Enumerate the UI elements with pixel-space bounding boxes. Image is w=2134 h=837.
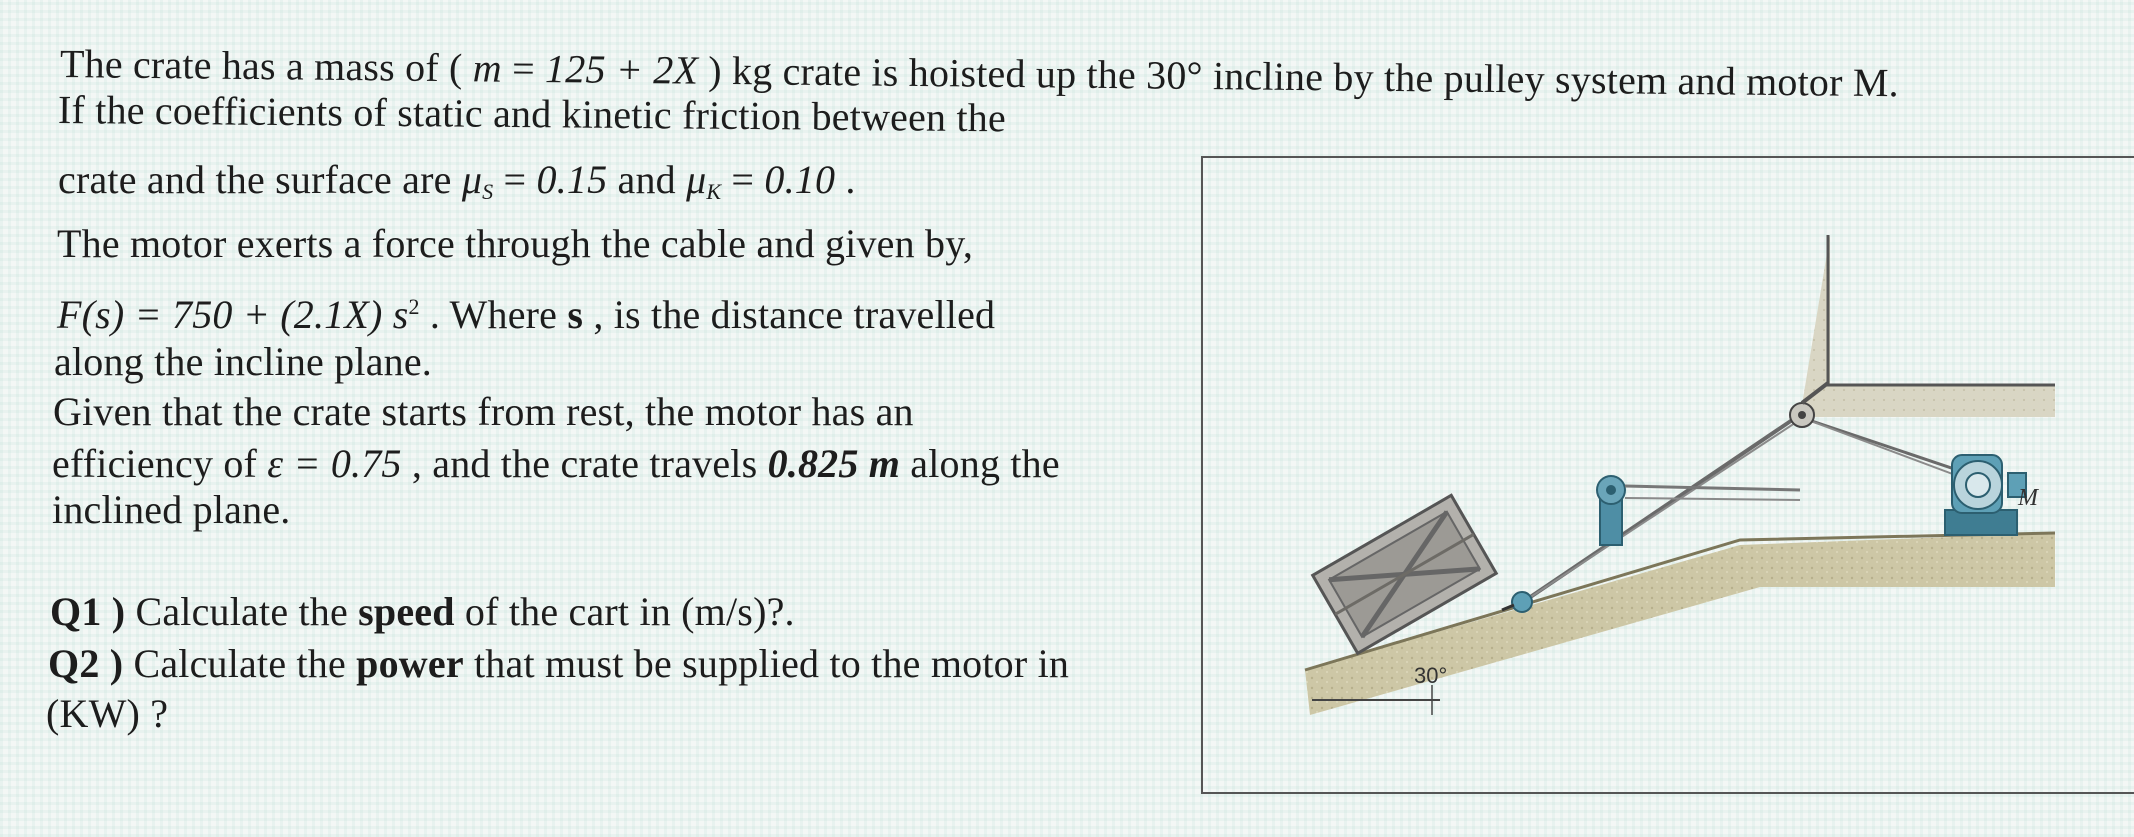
cable-horizontal xyxy=(1625,486,1800,490)
problem-line-3 xyxy=(58,158,856,214)
question-label: Q1 ) xyxy=(50,589,136,634)
text: , is the distance travelled xyxy=(583,292,996,337)
question-1 xyxy=(50,590,795,634)
text: . xyxy=(835,157,856,202)
problem-line-7 xyxy=(53,390,914,434)
mu-s-value: 0.15 xyxy=(536,157,608,202)
exponent: 2 xyxy=(408,294,420,319)
text: ) kg crate is hoisted up the 30° incline by the pulley system and motor M. xyxy=(697,47,1900,106)
text: The crate has a mass of ( xyxy=(59,41,474,91)
mu-s-symbol: μ xyxy=(461,157,483,202)
question-label: Q2 ) xyxy=(48,641,134,686)
text: inclined plane. xyxy=(52,487,291,532)
ground-pulley-hub xyxy=(1606,485,1616,495)
question-2-cont xyxy=(46,692,168,736)
problem-line-4 xyxy=(57,222,973,266)
wall-pulley-hub xyxy=(1798,411,1806,419)
problem-line-2 xyxy=(58,88,1006,140)
x-symbol: X xyxy=(673,47,699,93)
text: . Where xyxy=(419,292,568,337)
mass-symbol: m xyxy=(472,45,503,91)
text: Calculate the xyxy=(135,589,359,634)
text: of the cart in (m/s)?. xyxy=(454,589,795,634)
mu-k-symbol: μ xyxy=(686,157,707,202)
text: Calculate the xyxy=(133,641,357,686)
text: crate and the surface are xyxy=(58,157,462,202)
efficiency-value: ε = 0.75 xyxy=(267,441,402,486)
figure-svg xyxy=(1200,155,2134,797)
crate-hook xyxy=(1512,592,1532,612)
problem-line-8 xyxy=(52,442,1060,486)
mu-s-subscript: S xyxy=(482,179,494,204)
question-2 xyxy=(48,642,1069,686)
s-symbol: s xyxy=(567,292,584,337)
problem-line-6 xyxy=(54,340,432,384)
text: (KW) ? xyxy=(46,691,169,736)
mu-k-subscript: K xyxy=(706,179,722,204)
wall-support xyxy=(1800,235,2055,417)
text: The motor exerts a force through the cable and given by, xyxy=(57,221,974,266)
distance-value: 0.825 m xyxy=(767,441,901,486)
text: and xyxy=(607,157,687,202)
force-equation: F(s) = 750 + (2.1X) s xyxy=(57,292,409,337)
mass-value: 125 + 2 xyxy=(544,46,674,93)
text: If the coefficients of static and kinetic friction between the xyxy=(57,87,1007,141)
text: power xyxy=(356,641,464,686)
text: efficiency of xyxy=(52,441,268,486)
text: along the incline plane. xyxy=(54,339,433,384)
mu-k-value: 0.10 xyxy=(764,157,836,202)
motor-label: M xyxy=(2018,485,2038,511)
problem-line-9 xyxy=(52,488,290,532)
text: = xyxy=(721,157,765,202)
text: Given that the crate starts from rest, the motor has an xyxy=(53,389,914,434)
motor-rotor xyxy=(1966,473,1990,497)
angle-label: 30° xyxy=(1414,663,1448,688)
text: speed xyxy=(358,589,455,634)
text: , and the crate travels xyxy=(401,441,768,486)
text: along the xyxy=(900,441,1060,486)
text: = xyxy=(493,157,537,202)
pulley-figure xyxy=(1200,155,2134,797)
wall-edge xyxy=(1828,235,2055,385)
cable-horizontal-2 xyxy=(1625,498,1800,500)
text: = xyxy=(501,45,546,92)
text: that must be supplied to the motor in xyxy=(463,641,1070,686)
problem-line-5 xyxy=(57,285,995,337)
